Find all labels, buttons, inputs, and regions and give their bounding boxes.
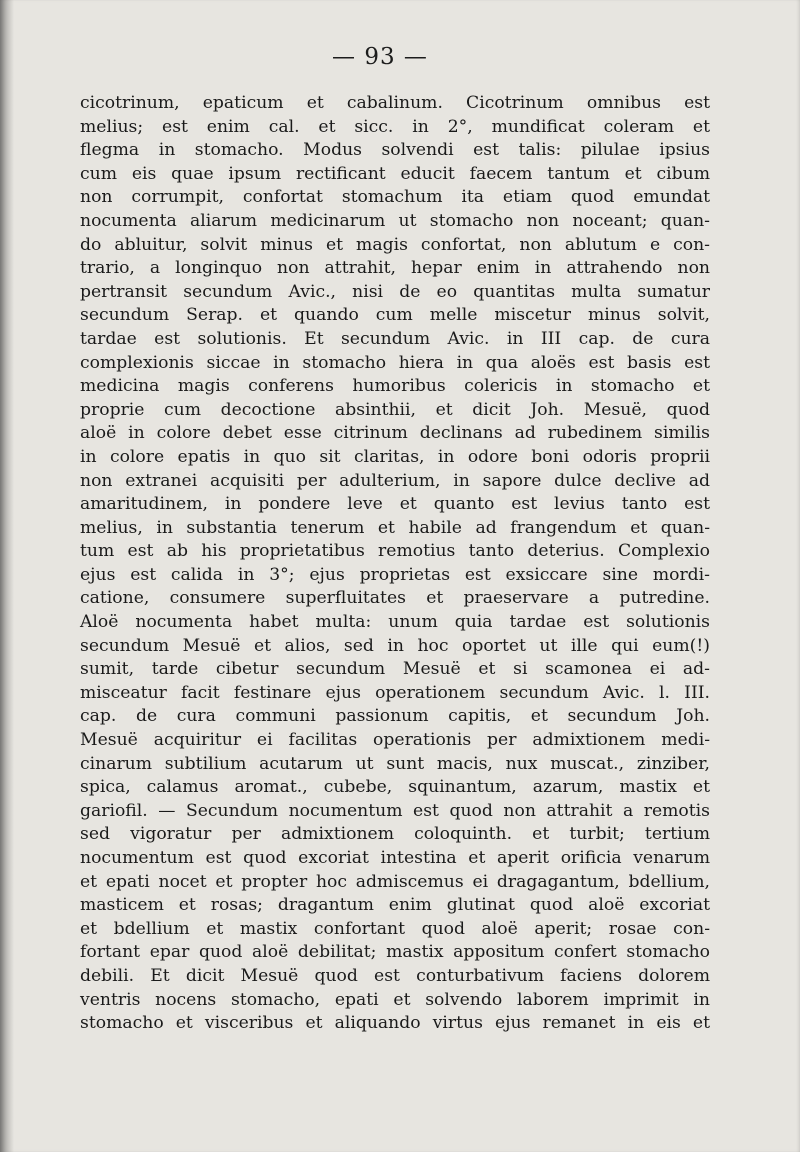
text-line: non corrumpit, confortat stomachum ita etiam quod emundat [80, 187, 710, 208]
text-line: tum est ab his proprietatibus remotius tanto deterius. Complexio [80, 541, 710, 562]
text-line: non extranei acquisiti per adulterium, in sapore dulce declive ad [80, 470, 710, 491]
text-line: et epati nocet et propter hoc admiscemus ei dragagantum, bdellium, [80, 871, 710, 892]
text-line: fortant epar quod aloë debilitat; mastix appositum confert stomacho [80, 942, 710, 963]
text-line: cinarum subtilium acutarum ut sunt macis, nux muscat., zinziber, [80, 753, 710, 774]
text-line: ejus est calida in 3°; ejus proprietas est exsiccare sine mordi- [80, 564, 710, 585]
text-line: Mesuë acquiritur ei facilitas operationis per admixtionem medi- [80, 730, 710, 751]
text-line: nocumentum est quod excoriat intestina et aperit orificia venarum [80, 848, 710, 868]
text-line: masticem et rosas; dragantum enim glutinat quod aloë excoriat [80, 895, 710, 916]
text-line: et bdellium et mastix confortant quod aloë aperit; rosae con- [80, 918, 710, 939]
text-line: cicotrinum, epaticum et cabalinum. Cicotrinum omnibus est [80, 93, 710, 113]
text-line: Aloë nocumenta habet multa: unum quia tardae est solutionis [80, 612, 710, 633]
text-line: secundum Mesuë et alios, sed in hoc oportet ut ille qui eum(!) [80, 635, 710, 656]
text-line: cum eis quae ipsum rectificant educit faecem tantum et cibum [80, 163, 710, 184]
text-line: flegma in stomacho. Modus solvendi est talis: pilulae ipsius [80, 140, 710, 161]
text-line: secundum Serap. et quando cum melle miscetur minus solvit, [80, 305, 710, 326]
gutter-shadow [0, 0, 14, 1152]
text-line: spica, calamus aromat., cubebe, squinantum, azarum, mastix et [80, 777, 710, 798]
text-line: catione, consumere superfluitates et praeservare a putredine. [80, 588, 710, 609]
text-line: sumit, tarde cibetur secundum Mesuë et si scamonea ei ad- [80, 659, 710, 680]
text-line: aloë in colore debet esse citrinum declinans ad rubedinem similis [80, 423, 710, 444]
text-line: tardae est solutionis. Et secundum Avic. in III cap. de cura [80, 328, 710, 349]
text-line: stomacho et visceribus et aliquando virtus ejus remanet in eis et [80, 1013, 710, 1034]
text-line: melius; est enim cal. et sicc. in 2°, mundificat coleram et [80, 116, 710, 137]
text-line: complexionis siccae in stomacho hiera in qua aloës est basis est [80, 352, 710, 373]
text-line: sed vigoratur per admixtionem coloquinth. et turbit; tertium [80, 824, 710, 845]
text-line: in colore epatis in quo sit claritas, in odore boni odoris proprii [80, 446, 710, 467]
body-text [80, 92, 710, 1036]
text-line: melius, in substantia tenerum et habile ad frangendum et quan- [80, 517, 710, 538]
text-line: medicina magis conferens humoribus colericis in stomacho et [80, 376, 710, 397]
text-line: trario, a longinquo non attrahit, hepar enim in attrahendo non [80, 258, 710, 279]
text-line: gariofil. — Secundum nocumentum est quod non attrahit a remotis [80, 800, 710, 821]
text-line: pertransit secundum Avic., nisi de eo quantitas multa sumatur [80, 281, 710, 302]
page-number: — 93 — [332, 44, 428, 70]
text-line: ventris nocens stomacho, epati et solvendo laborem imprimit in [80, 989, 710, 1010]
text-line: nocumenta aliarum medicinarum ut stomacho non noceant; quan- [80, 210, 710, 231]
text-line: misceatur facit festinare ejus operationem secundum Avic. l. III. [80, 682, 710, 703]
text-line: do abluitur, solvit minus et magis confortat, non ablutum e con- [80, 234, 710, 255]
text-line: debili. Et dicit Mesuë quod est conturbativum faciens dolorem [80, 965, 710, 986]
text-line: amaritudinem, in pondere leve et quanto est levius tanto est [80, 494, 710, 515]
text-line: cap. de cura communi passionum capitis, et secundum Joh. [80, 706, 710, 727]
text-line: proprie cum decoctione absinthii, et dicit Joh. Mesuë, quod [80, 399, 710, 420]
